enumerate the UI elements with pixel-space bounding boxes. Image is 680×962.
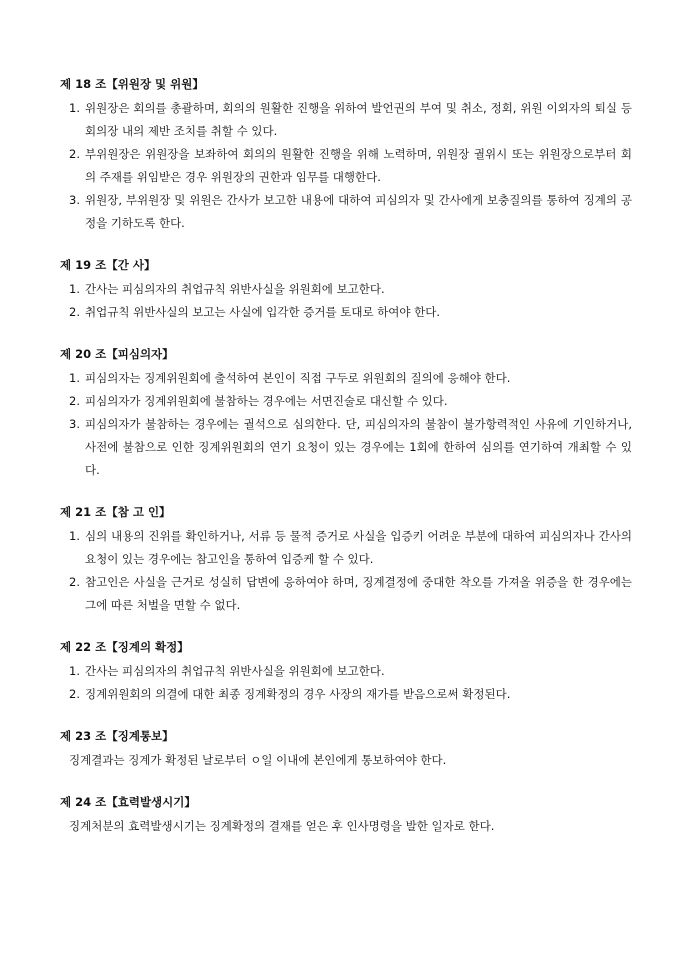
article-item [60, 301, 632, 324]
item-number: 1. [69, 529, 80, 543]
item-text: 취업규칙 위반사실의 보고는 사실에 입각한 증거를 토대로 하여야 한다. [85, 305, 441, 319]
article-items [60, 660, 632, 706]
article-heading: 제 20 조【피심의자】 [60, 347, 174, 361]
article-item [60, 660, 632, 683]
article-item [60, 189, 632, 235]
article-item [60, 278, 632, 301]
article-item [60, 571, 632, 617]
article-item [60, 97, 632, 143]
item-number: 2. [69, 687, 80, 701]
article-paragraph: 징계결과는 징계가 확정된 날로부터 ㅇ일 이내에 본인에게 통보하여야 한다. [69, 753, 447, 767]
article-heading: 제 18 조【위원장 및 위원】 [60, 77, 204, 91]
item-number: 2. [69, 305, 80, 319]
article-item [60, 390, 632, 413]
article-items [60, 278, 632, 324]
item-number: 1. [69, 101, 80, 115]
article-heading: 제 24 조【효력발생시기】 [60, 795, 196, 809]
article-heading: 제 22 조【징계의 확정】 [60, 640, 189, 654]
article-19 [60, 257, 632, 324]
item-text: 부위원장은 위원장을 보좌하여 회의의 원활한 진행을 위해 노력하며, 위원장 궐위시 또는 위원장으로부터 회의 주재를 위임받은 경우 위원장의 권한과 임무를 대행한다. [85, 147, 632, 184]
article-heading: 제 19 조【간 사】 [60, 258, 156, 272]
item-text: 피심의자가 불참하는 경우에는 궐석으로 심의한다. 단, 피심의자의 불참이 불가항력적인 사유에 기인하거나, 사전에 불참으로 인한 징계위원회의 연기 요청이 있는 경우에는 1회에 한하여 심의를 연기하여 개최할 수 있다. [85, 417, 632, 477]
article-item [60, 683, 632, 706]
article-item [60, 367, 632, 390]
item-number: 1. [69, 282, 80, 296]
article-heading: 제 23 조【징계통보】 [60, 729, 174, 743]
article-item [60, 143, 632, 189]
item-text: 위원장은 회의를 총괄하며, 회의의 원활한 진행을 위하여 발언권의 부여 및 취소, 정회, 위원 이외자의 퇴실 등 회의장 내의 제반 조치를 취할 수 있다. [85, 101, 632, 138]
article-items [60, 525, 632, 617]
item-text: 징계위원회의 의결에 대한 최종 징계확정의 경우 사장의 재가를 받음으로써 확정된다. [85, 687, 511, 701]
item-number: 3. [69, 193, 80, 207]
item-text: 참고인은 사실을 근거로 성실히 답변에 응하여야 하며, 징계결정에 중대한 착오를 가져올 위증을 한 경우에는 그에 따른 처벌을 면할 수 없다. [85, 575, 632, 612]
item-number: 1. [69, 371, 80, 385]
item-number: 2. [69, 575, 80, 589]
item-text: 피심의자는 징계위원회에 출석하여 본인이 직접 구두로 위원회의 질의에 응해야 한다. [85, 371, 511, 385]
item-number: 2. [69, 394, 80, 408]
item-text: 위원장, 부위원장 및 위원은 간사가 보고한 내용에 대하여 피심의자 및 간사에게 보충질의를 통하여 징계의 공정을 기하도록 한다. [85, 193, 632, 230]
article-items [60, 97, 632, 235]
item-text: 심의 내용의 진위를 확인하거나, 서류 등 물적 증거로 사실을 입증키 어려운 부분에 대하여 피심의자나 간사의 요청이 있는 경우에는 참고인을 통하여 입증케 할 수 있다. [85, 529, 632, 566]
article-item [60, 525, 632, 571]
article-24 [60, 794, 632, 838]
article-20 [60, 346, 632, 482]
item-number: 2. [69, 147, 80, 161]
article-heading: 제 21 조【참 고 인】 [60, 505, 171, 519]
article-18 [60, 76, 632, 235]
article-23 [60, 728, 632, 772]
item-text: 피심의자가 징계위원회에 불참하는 경우에는 서면진술로 대신할 수 있다. [85, 394, 448, 408]
article-21 [60, 504, 632, 617]
item-number: 3. [69, 417, 80, 431]
article-22 [60, 639, 632, 706]
item-text: 간사는 피심의자의 취업규칙 위반사실을 위원회에 보고한다. [85, 664, 385, 678]
article-paragraph: 징계처분의 효력발생시기는 징계확정의 결재를 얻은 후 인사명령을 발한 일자로 한다. [69, 819, 495, 833]
article-item [60, 413, 632, 482]
article-items [60, 367, 632, 482]
item-text: 간사는 피심의자의 취업규칙 위반사실을 위원회에 보고한다. [85, 282, 385, 296]
item-number: 1. [69, 664, 80, 678]
